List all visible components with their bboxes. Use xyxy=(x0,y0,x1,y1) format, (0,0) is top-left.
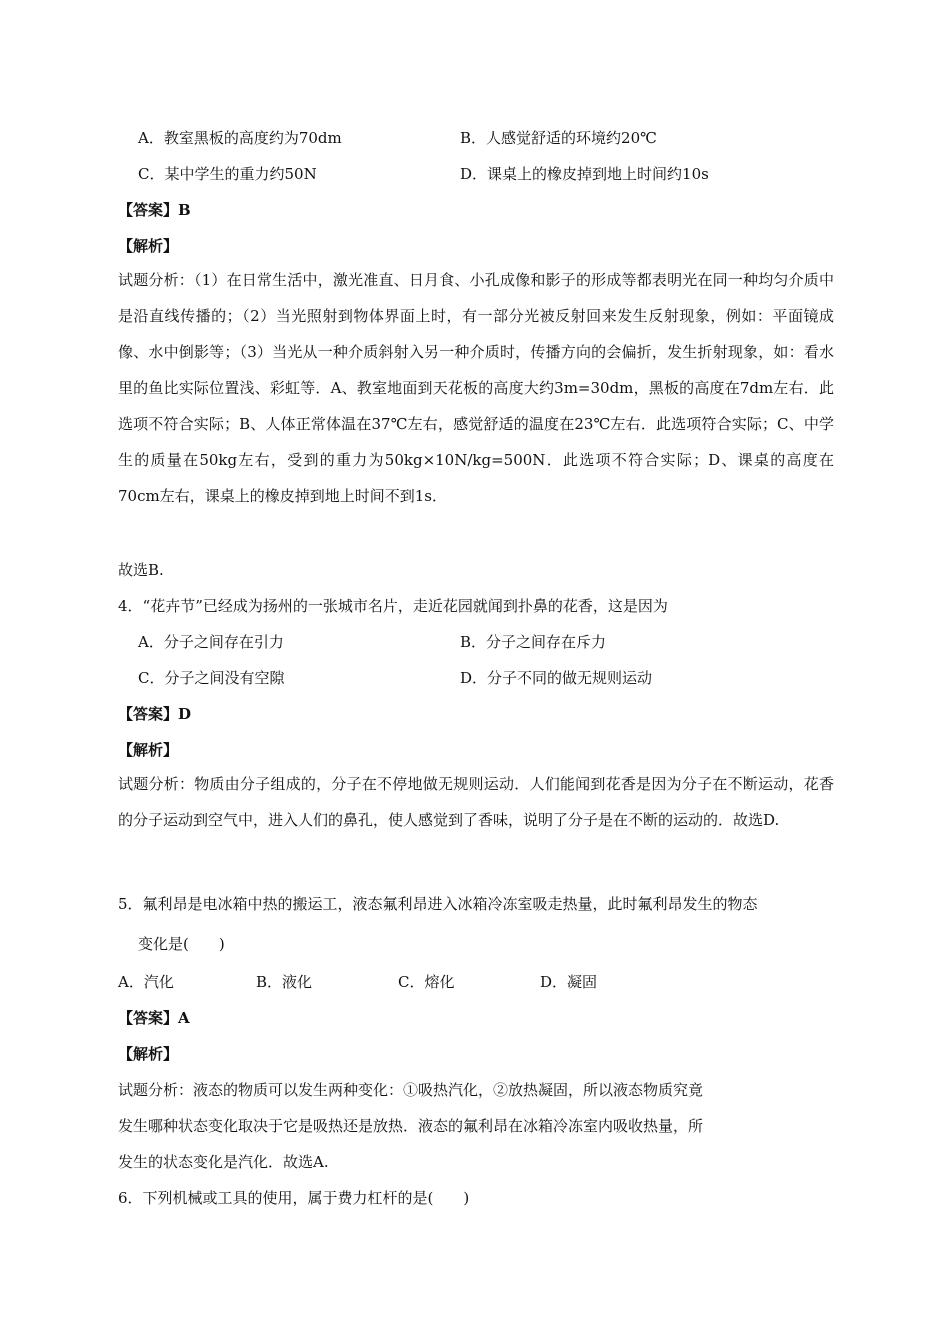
q3-analysis-text: 试题分析：（1）在日常生活中，激光准直、日月食、小孔成像和影子的形成等都表明光在同一种均匀介质中是沿直线传播的；（2）当光照射到物体界面上时，有一部分光被反射回来发生反射现象，例如：平面镜成像、水中倒影等；（3）当光从一种介质斜射入另一种介质时，传播方向的会偏折，发生折射现象，如：看水里的鱼比实际位置浅、彩虹等．A、教室地面到天花板的高度大约3m=30dm，黑板的高度在7dm左右．此选项不符合实际；B、人体正常体温在37℃左右，感觉舒适的温度在23℃左右．此选项符合实际；C、中学生的质量在50kg左右，受到的重力为50kg×10N/kg=500N．此选项不符合实际；D、课桌的高度在70cm左右，课桌上的橡皮掉到地上时间不到1s． xyxy=(118,271,834,505)
q4-answer: 【答案】D xyxy=(118,705,192,723)
q5-answer: 【答案】A xyxy=(118,1009,190,1027)
q3-answer: 【答案】B xyxy=(118,201,191,219)
q6-stem: 6．下列机械或工具的使用，属于费力杠杆的是( ) xyxy=(118,1189,470,1207)
q3-option-b: B．人感觉舒适的环境约20℃ xyxy=(460,129,657,147)
q5-option-d: D．凝固 xyxy=(540,973,598,991)
q4-option-d: D．分子不同的做无规则运动 xyxy=(460,669,653,687)
q5-stem: 5．氟利昂是电冰箱中热的搬运工，液态氟利昂进入冰箱冷冻室吸走热量，此时氟利昂发生的物态 xyxy=(118,895,758,913)
q3-option-c: C．某中学生的重力约50N xyxy=(138,165,317,183)
q3-analysis-label: 【解析】 xyxy=(118,237,179,255)
q5-analysis-line-2: 发生哪种状态变化取决于它是吸热还是放热．液态的氟利昂在冰箱冷冻室内吸收热量，所 xyxy=(118,1117,704,1135)
q3-conclusion: 故选B. xyxy=(118,561,164,579)
q3-option-a: A．教室黑板的高度约为70dm xyxy=(138,129,342,147)
q4-option-a: A．分子之间存在引力 xyxy=(138,633,284,651)
q5-stem-continued: 变化是( ) xyxy=(138,935,225,953)
q5-option-b: B．液化 xyxy=(256,973,313,991)
q4-option-b: B．分子之间存在斥力 xyxy=(460,633,607,651)
q3-option-d: D．课桌上的橡皮掉到地上时间约10s xyxy=(460,165,709,183)
q4-option-c: C．分子之间没有空隙 xyxy=(138,669,285,687)
q5-analysis-line-3: 发生的状态变化是汽化．故选A. xyxy=(118,1153,329,1171)
q4-stem: 4．“花卉节”已经成为扬州的一张城市名片，走近花园就闻到扑鼻的花香，这是因为 xyxy=(118,597,668,615)
q4-analysis-label: 【解析】 xyxy=(118,741,179,759)
q5-analysis-label: 【解析】 xyxy=(118,1045,179,1063)
q5-option-a: A．汽化 xyxy=(118,973,174,991)
q4-analysis-text: 试题分析：物质由分子组成的，分子在不停地做无规则运动．人们能闻到花香是因为分子在不断运动，花香的分子运动到空气中，进入人们的鼻孔，使人感觉到了香味，说明了分子是在不断的运动的．故选D. xyxy=(118,775,834,829)
q5-option-c: C．熔化 xyxy=(398,973,455,991)
q5-analysis-line-1: 试题分析：液态的物质可以发生两种变化：①吸热汽化，②放热凝固，所以液态物质究竟 xyxy=(118,1081,704,1099)
